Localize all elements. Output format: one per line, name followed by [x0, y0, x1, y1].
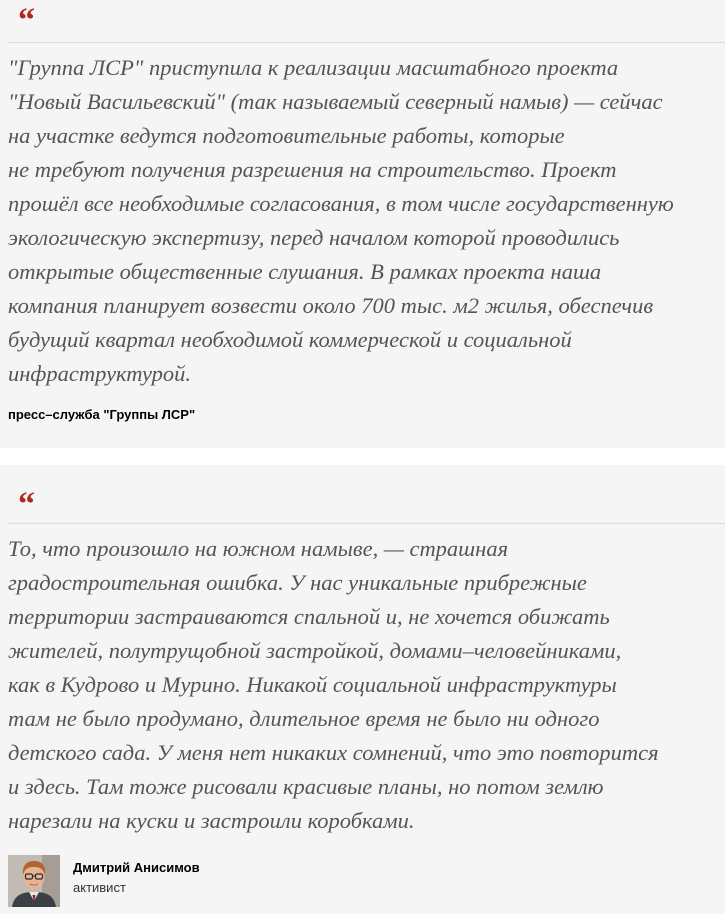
quote-source: пресс–служба "Группы ЛСР" [8, 407, 196, 422]
quote-mark-icon: “ [18, 2, 35, 39]
author-portrait-icon [8, 855, 60, 907]
quote-text: "Группа ЛСР" приступила к реализации масштабного проекта "Новый Васильевский" (так называемый северный намыв) — сейчас на участке ведутся подготовительные работы, которые не требуют получения разрешения на строительство. Проект прошёл все необходимые согласования, в том числе государственную экологическую экспертизу, перед началом которой проводились открытые общественные слушания. В рамках проекта наша компания планирует возвести около 700 тыс. м2 жилья, обеспечив будущий квартал необходимой коммерческой и социальной инфраструктурой. [8, 55, 674, 386]
divider [8, 42, 725, 43]
author-role: активист [73, 880, 126, 895]
quote-block-activist [0, 465, 725, 914]
quote-text: То, что произошло на южном намыве, — страшная градостроительная ошибка. У нас уникальные прибрежные территории застраиваются спальной и, не хочется обижать жителей, полутрущобной застройкой, домами–человейниками, как в Кудрово и Мурино. Никакой социальной инфраструктуры там не было продумано, длительное время не было ни одного детского сада. У меня нет никаких сомнений, что это повторится и здесь. Там тоже рисовали красивые планы, но потом землю нарезали на куски и застроили коробками. [8, 536, 659, 833]
divider [8, 523, 725, 524]
quote-mark-icon: “ [18, 486, 35, 523]
avatar [8, 855, 60, 907]
quote-block-lsr [0, 0, 725, 448]
author-name: Дмитрий Анисимов [73, 860, 200, 875]
